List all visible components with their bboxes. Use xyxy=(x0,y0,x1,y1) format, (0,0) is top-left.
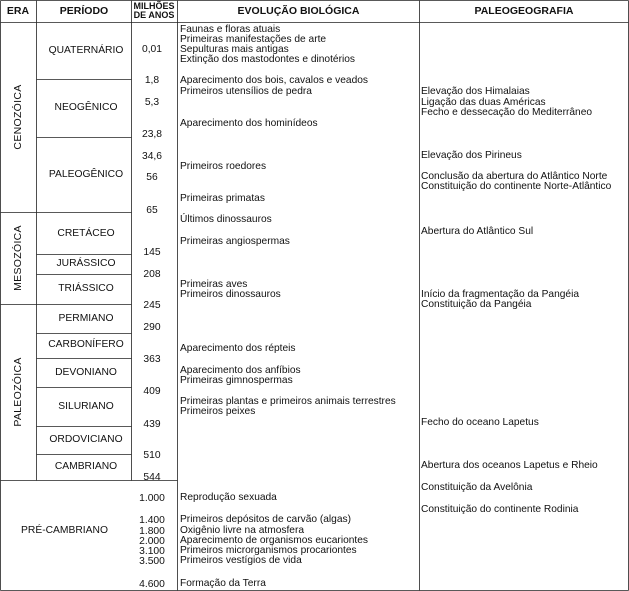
year-value: 1,8 xyxy=(144,75,160,86)
bio-event: Oxigênio livre na atmosfera xyxy=(180,525,305,536)
year-value: 0,01 xyxy=(141,44,163,55)
era-mesozoica: MESOZÓICA xyxy=(12,225,24,291)
bio-event: Primeiros vestígios de vida xyxy=(180,555,302,566)
year-value: 4.600 xyxy=(139,579,165,590)
bio-event: Primeiros roedores xyxy=(180,161,267,172)
bio-event: Formação da Terra xyxy=(180,578,266,589)
geo-event: Abertura dos oceanos Lapetus e Rheio xyxy=(421,460,598,471)
period-devoniano: DEVONIANO xyxy=(55,367,117,378)
bio-event: Faunas e floras atuais xyxy=(180,24,281,35)
period-siluriano: SILURIANO xyxy=(58,401,114,412)
header-era: ERA xyxy=(6,5,30,17)
bio-event: Extinção dos mastodontes e dinotérios xyxy=(180,54,355,65)
geo-event: Ligação das duas Américas xyxy=(421,97,546,108)
bio-event: Primeiras angiospermas xyxy=(180,236,290,247)
year-value: 363 xyxy=(143,354,161,365)
year-value: 2.000 xyxy=(139,536,165,547)
bio-event: Primeiros microrganismos procariontes xyxy=(180,545,357,556)
geo-event: Elevação dos Himalaias xyxy=(421,86,530,97)
header-evolucao: EVOLUÇÃO BIOLÓGICA xyxy=(237,5,360,17)
geo-event: Constituição da Pangéia xyxy=(421,299,532,310)
year-value: 23,8 xyxy=(141,129,163,140)
year-value: 3.100 xyxy=(139,546,165,557)
bio-event: Sepulturas mais antigas xyxy=(180,44,289,55)
bio-event: Aparecimento dos anfíbios xyxy=(180,365,301,376)
period-cretaceo: CRETÁCEO xyxy=(57,228,115,239)
bio-event: Aparecimento dos bois, cavalos e veados xyxy=(180,75,369,86)
geo-event: Início da fragmentação da Pangéia xyxy=(421,289,580,300)
year-value: 56 xyxy=(146,172,158,183)
year-value: 1.800 xyxy=(139,526,165,537)
year-value: 145 xyxy=(143,247,161,258)
year-value: 1.400 xyxy=(139,515,165,526)
year-value: 439 xyxy=(143,419,161,430)
header-paleogeografia: PALEOGEOGRAFIA xyxy=(474,5,574,17)
year-value: 510 xyxy=(143,450,161,461)
period-carbonifero: CARBONÍFERO xyxy=(48,339,124,350)
bio-event: Aparecimento de organismos eucariontes xyxy=(180,535,369,546)
period-quaternario: QUATERNÁRIO xyxy=(48,45,124,56)
year-value: 409 xyxy=(143,386,161,397)
era-paleozoica: PALEOZÓICA xyxy=(12,357,24,427)
bio-event: Primeiras aves xyxy=(180,279,248,290)
geo-event: Constituição do continente Norte-Atlântico xyxy=(421,181,612,192)
geo-event: Constituição do continente Rodinia xyxy=(421,504,579,515)
year-value: 544 xyxy=(143,472,161,483)
bio-event: Primeiras plantas e primeiros animais terrestres xyxy=(180,396,396,407)
bio-event: Primeiros depósitos de carvão (algas) xyxy=(180,514,351,525)
period-neogenico: NEOGÊNICO xyxy=(54,102,118,113)
year-value: 34,6 xyxy=(141,151,163,162)
period-triassico: TRIÁSSICO xyxy=(58,283,114,294)
era-cenozoica: CENOZÓICA xyxy=(12,84,24,150)
header-milhoes-line2: DE ANOS xyxy=(133,10,175,20)
bio-event: Últimos dinossauros xyxy=(180,214,272,225)
geo-event: Elevação dos Pirineus xyxy=(421,150,522,161)
period-paleogenico: PALEOGÊNICO xyxy=(48,169,124,180)
geo-event: Constituição da Avelônia xyxy=(421,482,533,493)
header-periodo: PERÍODO xyxy=(59,5,109,17)
bio-event: Aparecimento dos répteis xyxy=(180,343,296,354)
geo-event: Conclusão da abertura do Atlântico Norte xyxy=(421,171,608,182)
year-value: 1.000 xyxy=(139,493,165,504)
era-precambriano: PRÉ-CAMBRIANO xyxy=(21,525,108,536)
year-value: 290 xyxy=(143,322,161,333)
geo-event: Fecho e dessecação do Mediterrâneo xyxy=(421,107,593,118)
year-value: 65 xyxy=(146,205,158,216)
bio-event: Primeiras manifestações de arte xyxy=(180,34,327,45)
period-cambriano: CAMBRIANO xyxy=(54,461,118,472)
year-value: 3.500 xyxy=(139,556,165,567)
year-value: 5,3 xyxy=(144,97,160,108)
header-milhoes-line1: MILHÕES xyxy=(133,1,175,11)
geo-event: Abertura do Atlântico Sul xyxy=(421,226,534,237)
bio-event: Reprodução sexuada xyxy=(180,492,277,503)
period-permiano: PERMIANO xyxy=(58,313,114,324)
bio-event: Primeiros dinossauros xyxy=(180,289,281,300)
year-value: 245 xyxy=(143,300,161,311)
bio-event: Aparecimento dos hominídeos xyxy=(180,118,318,129)
period-ordoviciano: ORDOVICIANO xyxy=(49,434,123,445)
bio-event: Primeiras primatas xyxy=(180,193,265,204)
geo-event: Fecho do oceano Lapetus xyxy=(421,417,539,428)
bio-event: Primeiras gimnospermas xyxy=(180,375,293,386)
year-value: 208 xyxy=(143,269,161,280)
bio-event: Primeiros peixes xyxy=(180,406,256,417)
bio-event: Primeiros utensílios de pedra xyxy=(180,86,312,97)
period-jurassico: JURÁSSICO xyxy=(56,258,116,269)
